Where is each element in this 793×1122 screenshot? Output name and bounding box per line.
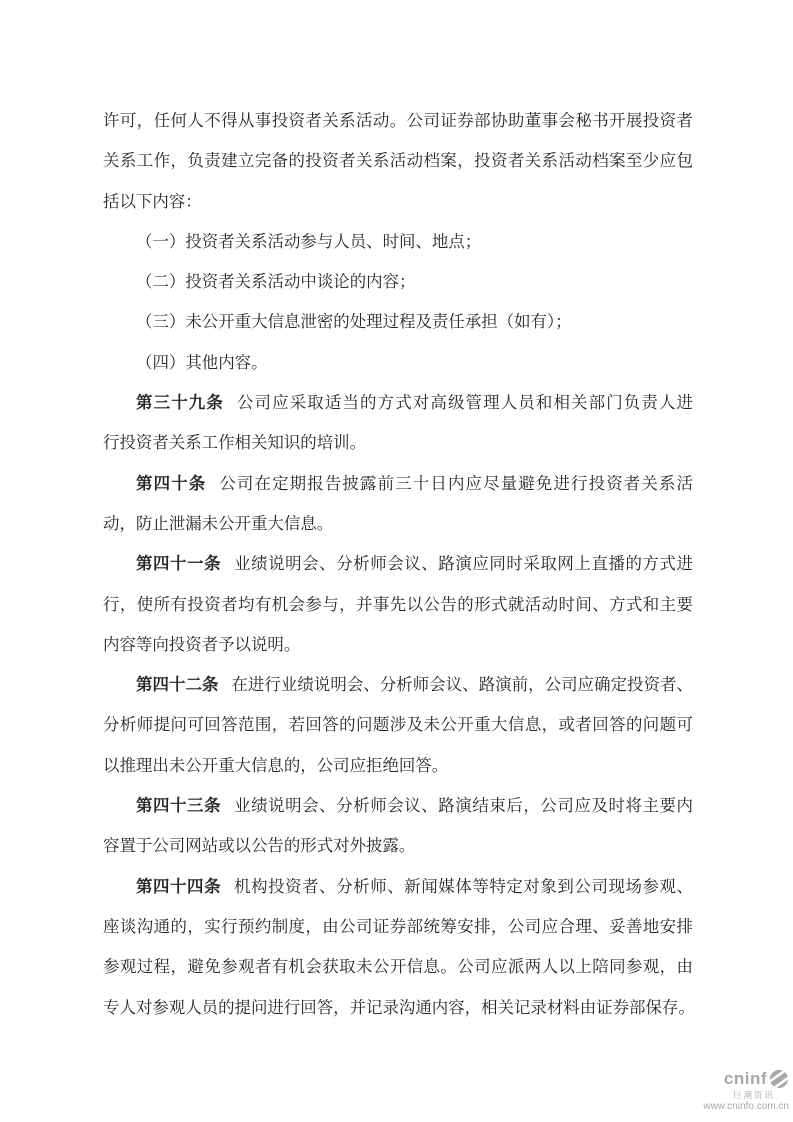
article-text-line: 第四十四条 机构投资者、分析师、新闻媒体等特定对象到公司现场参观、 xyxy=(136,876,693,896)
article-text-line: 第四十条 公司在定期报告披露前三十日内应尽量避免进行投资者关系活 xyxy=(136,473,693,493)
article-text-line: 内容等向投资者予以说明。 xyxy=(103,634,301,654)
text-line: （四）其他内容。 xyxy=(136,352,268,372)
article-number: 第三十九条 xyxy=(136,393,224,413)
article-text-line: 参观过程，避免参观者有机会获取未公开信息。公司应派两人以上陪同参观，由 xyxy=(103,957,693,977)
article-text-line: 以推理出未公开重大信息的，公司应拒绝回答。 xyxy=(103,755,449,775)
text-line: 括以下内容： xyxy=(103,191,202,211)
article-text-line: 行，使所有投资者均有机会参与，并事先以公告的形式就活动时间、方式和主要 xyxy=(103,594,693,614)
article-text-line: 第四十二条 在进行业绩说明会、分析师会议、路演前，公司应确定投资者、 xyxy=(136,675,693,695)
text-line: （三）未公开重大信息泄密的处理过程及责任承担（如有）； xyxy=(136,312,572,332)
cninfo-swirl-icon xyxy=(769,1069,789,1089)
article-number: 第四十一条 xyxy=(136,554,222,574)
article-text-line: 座谈沟通的，实行预约制度，由公司证券部统筹安排，公司应合理、妥善地安排 xyxy=(103,916,693,936)
final-period: 。 xyxy=(431,755,449,775)
final-period: 。 xyxy=(398,836,416,856)
cninfo-company-name: 巨潮资讯 xyxy=(732,1089,775,1100)
article-text-line: 动，防止泄漏未公开重大信息。 xyxy=(103,513,334,533)
article-number: 第四十四条 xyxy=(136,876,222,896)
text-line: （二）投资者关系活动中谈论的内容； xyxy=(136,272,416,292)
final-period: 。 xyxy=(316,513,334,533)
article-text-line: 分析师提问可回答范围，若回答的问题涉及未公开重大信息，或者回答的问题可 xyxy=(103,715,693,735)
final-period: 。 xyxy=(678,997,695,1017)
cninfo-logo-text: cninf xyxy=(723,1069,767,1088)
final-period: 。 xyxy=(283,634,301,654)
text-line: （一）投资者关系活动参与人员、时间、地点； xyxy=(136,231,482,251)
text-line: 许可，任何人不得从事投资者关系活动。公司证券部协助董事会秘书开展投资者 xyxy=(103,111,693,130)
article-number: 第四十三条 xyxy=(136,796,222,816)
article-text-line: 专人对参观人员的提问进行回答，并记录沟通内容，相关记录材料由证券部保存。 xyxy=(103,997,695,1017)
cninfo-brand-row xyxy=(703,1069,789,1089)
text-line: 关系工作，负责建立完备的投资者关系活动档案，投资者关系活动档案至少应包 xyxy=(103,151,693,171)
document-body xyxy=(103,101,693,1028)
article-text-line: 行投资者关系工作相关知识的培训。 xyxy=(103,433,367,453)
article-text-line: 容置于公司网站或以公告的形式对外披露。 xyxy=(103,836,416,856)
article-number: 第四十二条 xyxy=(136,675,219,695)
article-number: 第四十条 xyxy=(136,473,207,493)
final-period: 。 xyxy=(251,352,268,372)
article-text-line: 第四十三条 业绩说明会、分析师会议、路演结束后，公司应及时将主要内 xyxy=(136,796,693,816)
article-text-line: 第三十九条 公司应采取适当的方式对高级管理人员和相关部门负责人进 xyxy=(136,393,693,413)
article-text-line: 第四十一条 业绩说明会、分析师会议、路演应同时采取网上直播的方式进 xyxy=(136,554,693,574)
final-period: 。 xyxy=(349,433,367,453)
cninfo-watermark xyxy=(703,1069,789,1113)
cninfo-url: www.cninfo.com.cn xyxy=(703,1101,789,1112)
